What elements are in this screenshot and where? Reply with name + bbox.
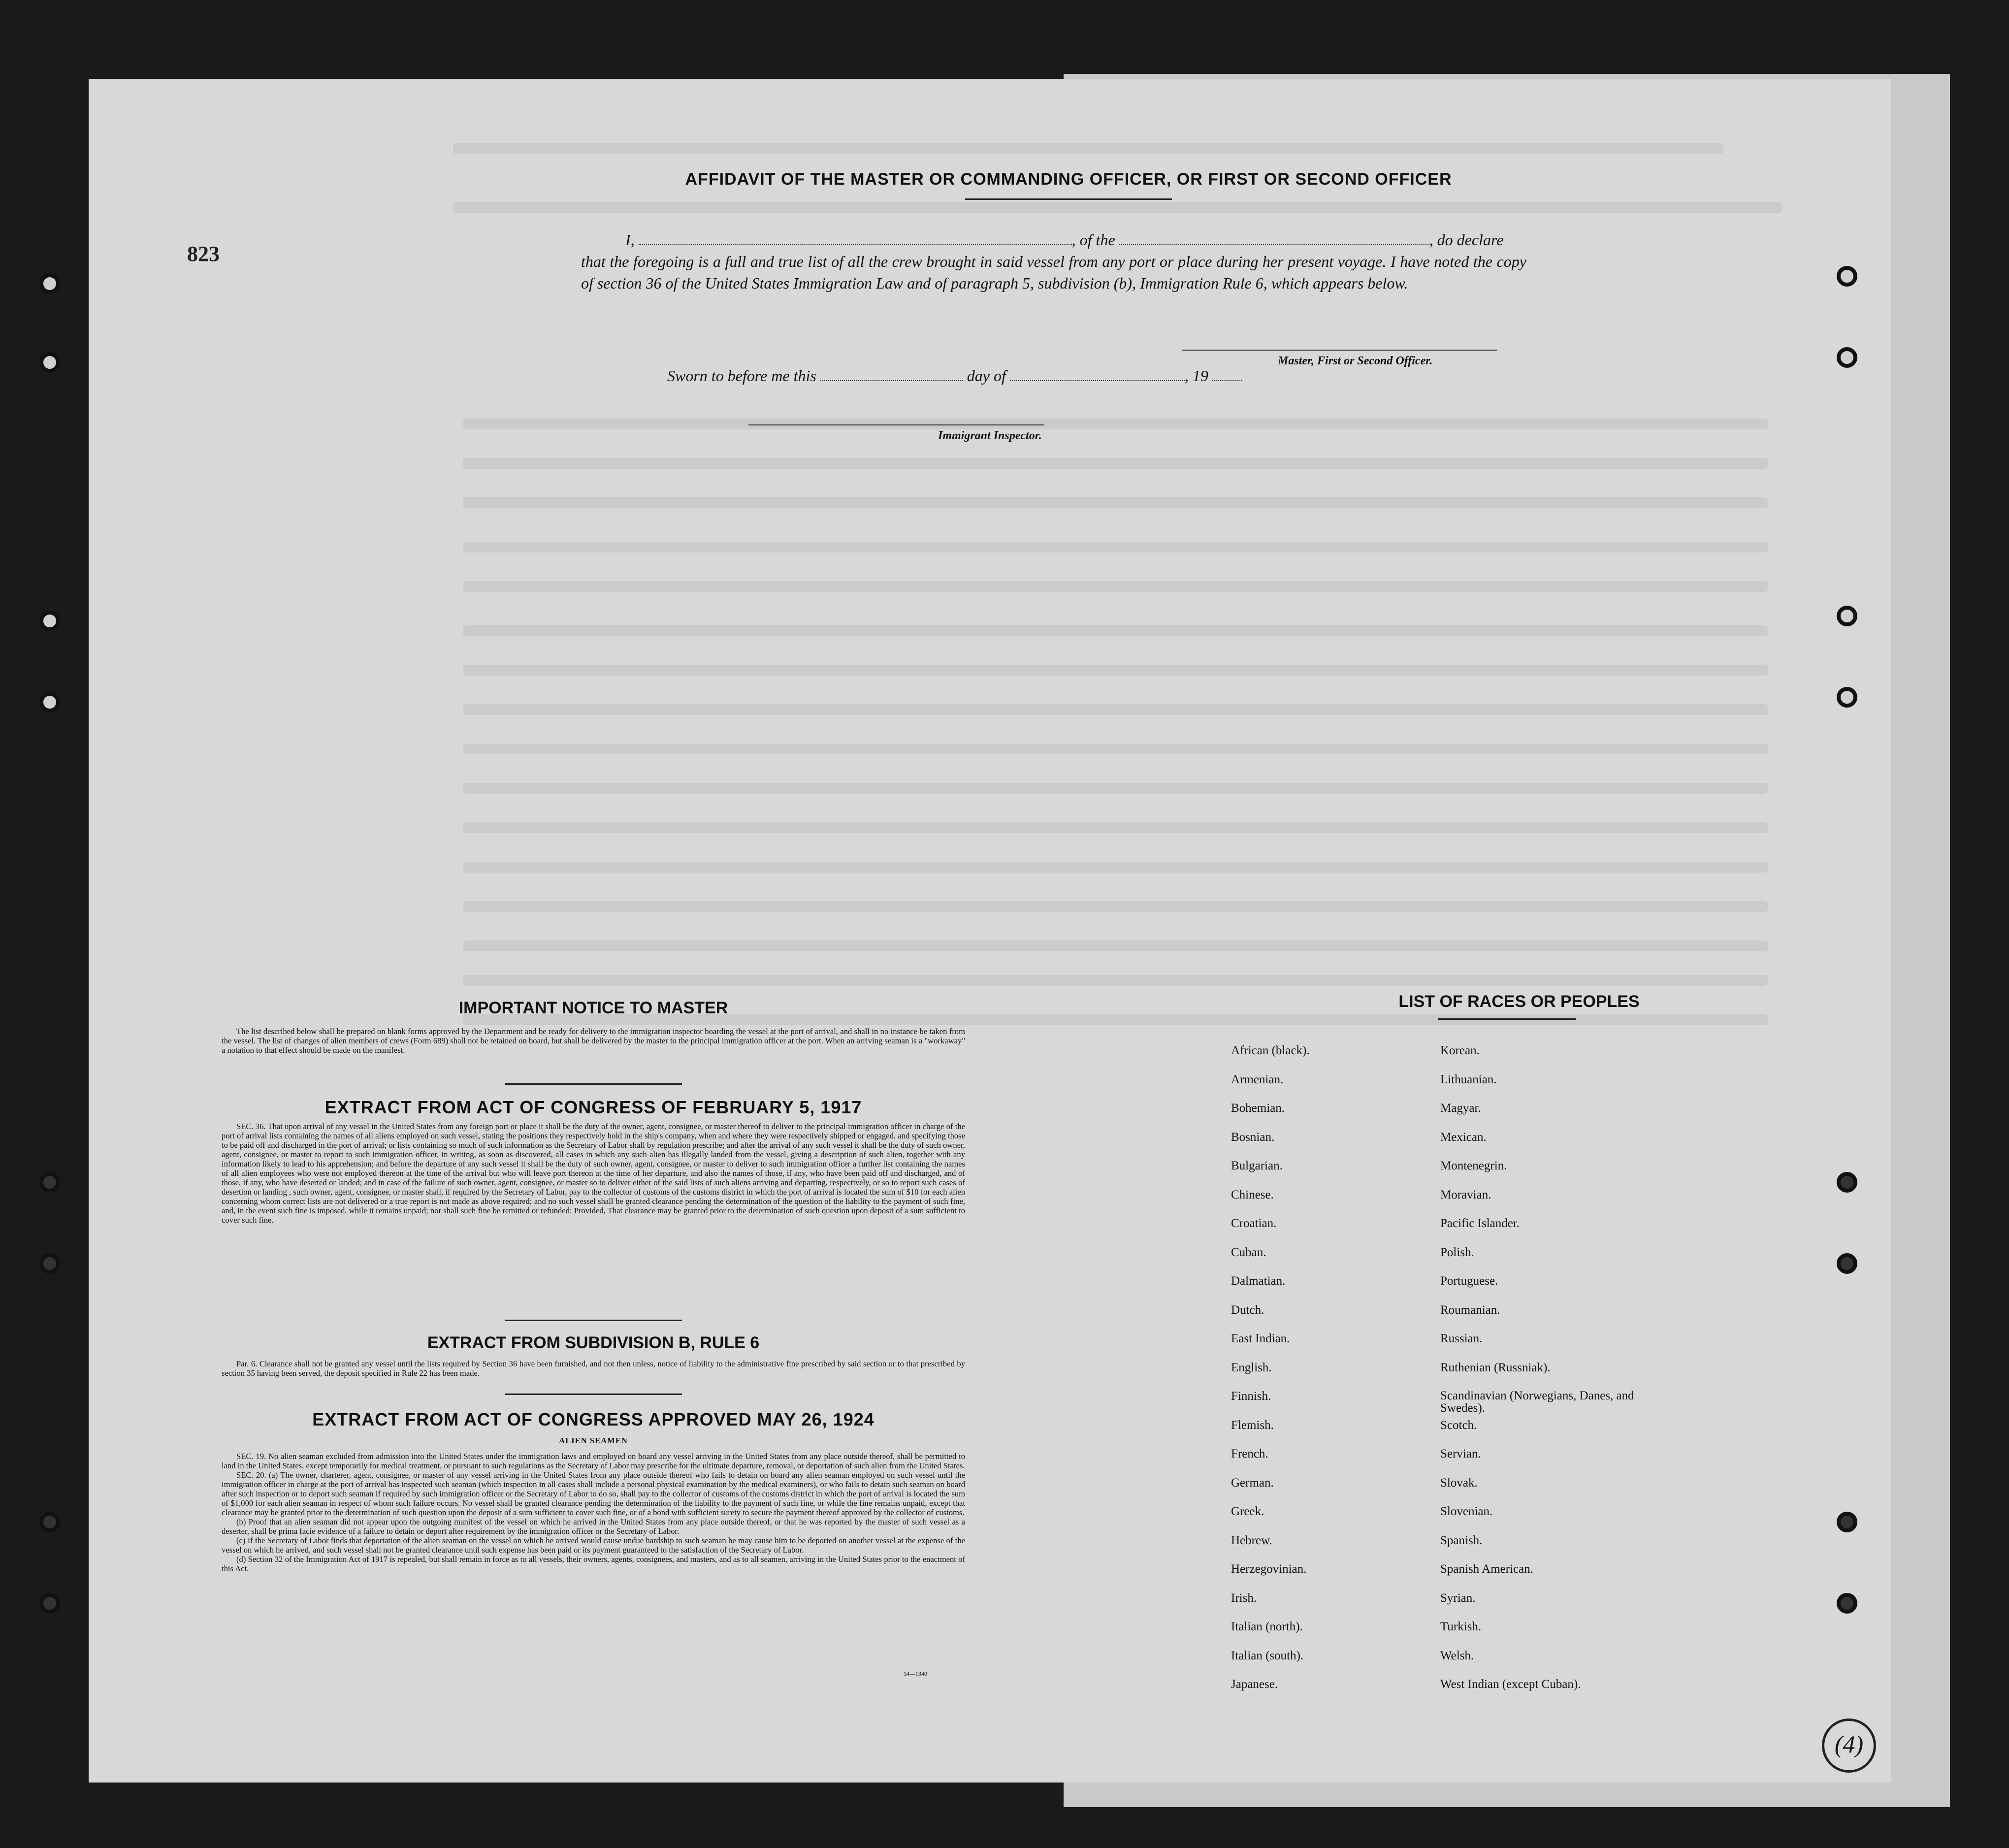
race-item: Bohemian. [1231,1102,1285,1115]
extract-1917-text: SEC. 36. That upon arrival of any vessel in the United States from any foreign port or place it shall be the duty of the owner, agent, consignee, or master thereof to deliver to the principal immigration officer in charge of the port of arrival lists containing the names of all aliens employed on such vessel, stating the positions they respectively hold in the ship's company, when and where they were respectively shipped or engaged, and specifying those to be paid off and discharged in the port of arrival; or lists containing so much of such information as the Secretary of Labor shall by regulation prescribe; and after the arrival of any such vessel it shall be the duty of such owner, agent, consignee, or master to report to such immigration officer, in writing, as soon as discovered, all cases in which any such alien has illegally landed from the vessel, giving a description of such alien, together with any information likely to lead to his apprehension; and before the departure of any such vessel it shall be the duty of such owner, agent, consignee, or master to deliver to such immigration officer a further list containing the names of all alien employees who were not employed thereon at the time of the arrival but who will leave port thereon at the time of her departure, and also the names of those, if any, who have been paid off and discharged, and of those, if any, who have deserted or landed; and in case of the failure of such owner, agent, consignee, or master so to deliver either of the said lists of such aliens arriving and departing, respectively, or so to report such cases of desertion or landing , such owner, agent, consignee, or master shall, if required by the Secretary of Labor, pay to the collector of customs of the customs district in which the port of arrival is located the sum of $10 for each alien concerning whom correct lists are not delivered or a true report is not made as above required; and no such vessel shall be granted clearance pending the determination of the question of the liability to the payment of such fine, and, in the event such fine is imposed, while it remains unpaid; nor shall such fine be remitted or refunded: Provided, That clearance may be granted prior to the determination of such question upon deposit of a sum sufficient to cover such fine. [222,1122,965,1225]
punch-hole [1837,1253,1857,1274]
race-item: Italian (north). [1231,1620,1303,1633]
form-number: 14—1340 [904,1670,927,1677]
punch-hole [39,352,60,373]
punch-hole [1837,266,1857,287]
race-item: English. [1231,1361,1272,1374]
punch-hole [1837,687,1857,708]
race-item: Irish. [1231,1591,1257,1605]
punch-hole [39,1593,60,1614]
inspector-signature-line[interactable] [748,424,1044,425]
i-label: I, [625,231,635,249]
race-item: Servian. [1440,1447,1481,1460]
race-item: Japanese. [1231,1678,1278,1691]
race-item: Scotch. [1440,1418,1477,1432]
race-item: Greek. [1231,1505,1264,1518]
race-item: Croatian. [1231,1217,1277,1230]
divider [505,1320,682,1321]
punch-hole [39,1512,60,1532]
rule6-title: EXTRACT FROM SUBDIVISION B, RULE 6 [427,1333,760,1352]
race-item: Slovak. [1440,1476,1478,1490]
notice-text: The list described below shall be prepared on blank forms approved by the Department and be ready for delivery to the immigration inspector boarding the vessel at the port of arrival, and shall in no instance be taken from the vessel. The list of changes of alien members of crews (Form 689) shall not be retained on board, but shall be delivered by the master to the principal immigration officer at the port. When an arriving seaman is a "workaway" a notation to that effect should be made on the manifest. [222,1027,965,1055]
race-item: Lithuanian. [1440,1072,1497,1086]
punch-hole [1837,347,1857,368]
race-item: Finnish. [1231,1390,1271,1403]
race-item: Chinese. [1231,1188,1274,1201]
affidavit-body [581,229,1526,294]
race-item: Slovenian. [1440,1505,1493,1518]
race-item: Moravian. [1440,1188,1491,1201]
vessel-field[interactable] [1119,232,1429,245]
race-item: West Indian (except Cuban). [1440,1678,1581,1691]
race-item: Flemish. [1231,1418,1274,1432]
races-underline [1438,1018,1576,1020]
punch-hole [39,1172,60,1193]
race-item: Bulgarian. [1231,1159,1283,1172]
race-item: Ruthenian (Russniak). [1440,1361,1551,1374]
punch-hole [1837,1593,1857,1614]
day-of-label: day of [967,367,1006,385]
races-title: LIST OF RACES OR PEOPLES [1398,992,1640,1011]
race-item: Pacific Islander. [1440,1217,1520,1230]
race-item: Scandinavian (Norwegians, Danes, and Swedes). [1440,1389,1634,1415]
name-field[interactable] [639,232,1072,245]
races-column-1 [1231,1044,1310,1707]
race-item: Hebrew. [1231,1533,1272,1547]
alien-seamen-subtitle: ALIEN SEAMEN [559,1436,628,1445]
month-field[interactable] [1010,368,1185,381]
race-item: Magyar. [1440,1102,1481,1115]
race-item: Dalmatian. [1231,1274,1286,1288]
race-item: Italian (south). [1231,1649,1304,1662]
race-item: Cuban. [1231,1245,1266,1259]
race-item: Korean. [1440,1044,1480,1057]
race-item: Spanish. [1440,1533,1483,1547]
race-item: Bosnian. [1231,1130,1275,1144]
extract-1924-title: EXTRACT FROM ACT OF CONGRESS APPROVED MAY 26, 1924 [312,1409,875,1429]
master-signature-line[interactable] [1182,350,1497,351]
sworn-line [667,367,1242,385]
race-item: Portuguese. [1440,1274,1498,1288]
punch-hole [39,611,60,631]
master-signature-label: Master, First or Second Officer. [1278,355,1433,367]
rule6-text: Par. 6. Clearance shall not be granted any vessel until the lists required by Section 36 have been furnished, and not then unless, notice of liability to the administrative fine prescribed by said section or to that prescribed by section 35 having been served, the deposit specified in Rule 22 has been made. [222,1359,965,1378]
punch-hole [1837,1172,1857,1193]
race-item: Syrian. [1440,1591,1476,1605]
margin-mark: 823 [187,242,220,266]
affidavit-title: AFFIDAVIT OF THE MASTER OR COMMANDING OFFICER, OR FIRST OR SECOND OFFICER [685,170,1452,189]
race-item: Polish. [1440,1245,1474,1259]
declare-label: , do declare [1429,231,1504,249]
punch-hole [39,1253,60,1274]
extract-1917-title: EXTRACT FROM ACT OF CONGRESS OF FEBRUARY 5, 1917 [324,1097,862,1117]
race-item: French. [1231,1447,1268,1460]
punch-hole [1837,1512,1857,1532]
divider [505,1394,682,1395]
extract-1924-text: SEC. 19. No alien seaman excluded from admission into the United States under the immigration laws and employed on board any vessel arriving in the United States from any place outside thereof, shall be permitted to land in the United States, except temporarily for medical treatment, or pursuant to such regulations as the Secretary of Labor may prescribe for the ultimate departure, removal, or deportation of such alien from the United States. SEC. 20. (a) The owner, charterer, agent, consignee, or master of any vessel arriving in the United States from any place outside thereof who fails to detain on board any alien seaman employed on such vessel until the immigration officer in charge at the port of arrival has inspected such seaman (which inspection in all cases shall include a personal physical examination by the medical examiners), or who fails to detain such seaman on board after such inspection or to deport such seaman if required by such immigration officer or the Secretary of Labor to do so, shall pay to the collector of customs of the customs district in which the port of arrival is located the sum of $1,000 for each alien seaman in respect of whom such failure occurs. No vessel shall be granted clearance pending the determination of the liability to the payment of such fine, or while the fine remains unpaid, except that clearance may be granted prior to the determination of such question upon the deposit of a sum sufficient to cover such fine, or of a bond with sufficient surety to secure the payment thereof approved by the collector of customs. (b) Proof that an alien seaman did not appear upon the outgoing manifest of the vessel on which he arrived in the United States from any place outside thereof, or that he was reported by the master of such vessel as a deserter, shall be prima facie evidence of a failure to detain or deport after requirement by the immigration officer or the Secretary of Labor. (c) If the Secretary of Labor finds that deportation of the alien seaman on the vessel on which he arrived would cause undue hardship to such seaman he may cause him to be deported on another vessel at the expense of the vessel on which he arrived, and such vessel shall not be granted clearance until such expense has been paid or its payment guaranteed to the satisfaction of the Secretary of Labor. (d) Section 32 of the Immigration Act of 1917 is repealed, but shall remain in force as to all vessels, their owners, agents, consignees, and masters, and as to all seamen, arriving in the United States prior to the enactment of this Act. [222,1452,965,1573]
affidavit-text: that the foregoing is a full and true list of all the crew brought in said vessel from any port or place during her present voyage. I have noted the copy of section 36 of the United States Immigration Law and of paragraph 5, subdivision (b), Immigration Rule 6, which appears below. [581,253,1526,292]
of-the-label: , of the [1071,231,1115,249]
race-item: East Indian. [1231,1332,1290,1345]
race-item: Roumanian. [1440,1303,1500,1317]
race-item: Mexican. [1440,1130,1487,1144]
page-number-circle: (4) [1822,1718,1876,1773]
year-prefix: , 19 [1184,367,1208,385]
punch-hole [39,273,60,294]
punch-hole [1837,606,1857,626]
race-item: Welsh. [1440,1649,1474,1662]
race-item: Herzegovinian. [1231,1562,1307,1576]
race-item: Russian. [1440,1332,1483,1345]
punch-hole [39,692,60,713]
year-field[interactable] [1212,368,1242,381]
divider [505,1083,682,1085]
race-item: Turkish. [1440,1620,1482,1633]
inspector-label: Immigrant Inspector. [938,429,1042,442]
races-column-2 [1440,1044,1652,1707]
race-item: African (black). [1231,1044,1310,1057]
race-item: Spanish American. [1440,1562,1533,1576]
race-item: Armenian. [1231,1072,1284,1086]
notice-title: IMPORTANT NOTICE TO MASTER [458,999,728,1017]
day-field[interactable] [820,368,963,381]
race-item: Montenegrin. [1440,1159,1507,1172]
sworn-prefix: Sworn to before me this [667,367,816,385]
title-underline [965,198,1172,200]
race-item: German. [1231,1476,1274,1490]
declaration-line [581,229,1526,251]
race-item: Dutch. [1231,1303,1264,1317]
document-page [89,79,1891,1783]
